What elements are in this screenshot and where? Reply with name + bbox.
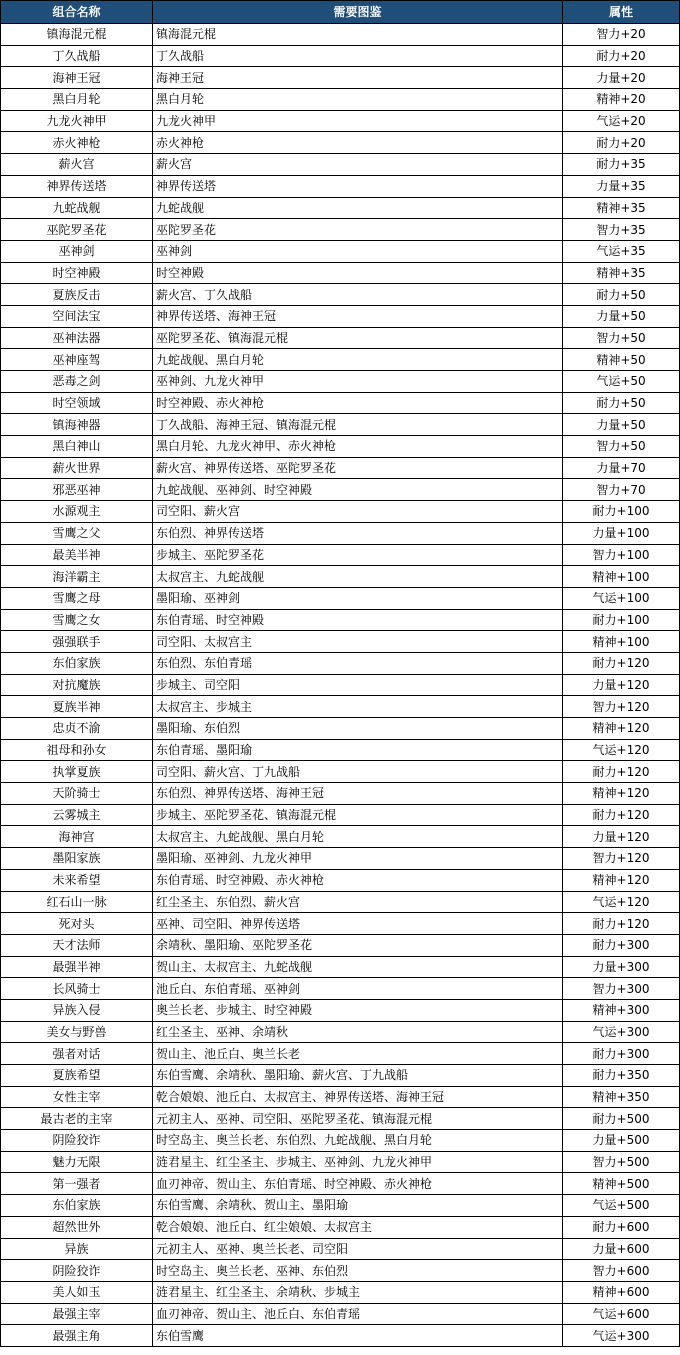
table-row xyxy=(1,826,680,848)
combo-name-cell: 时空领域 xyxy=(1,392,153,414)
required-cards-cell: 巫陀罗圣花 xyxy=(153,219,563,241)
attribute-cell: 精神+100 xyxy=(563,566,680,588)
combo-name-cell: 雪鹰之母 xyxy=(1,587,153,609)
combo-name-cell: 黑白月轮 xyxy=(1,89,153,111)
required-cards-cell: 时空岛主、奥兰长老、巫神、东伯烈 xyxy=(153,1260,563,1282)
combo-name-cell: 巫神法器 xyxy=(1,327,153,349)
combo-name-cell: 墨阳家族 xyxy=(1,848,153,870)
table-row xyxy=(1,284,680,306)
attribute-cell: 智力+50 xyxy=(563,436,680,458)
required-cards-cell: 涟君星主、红尘圣主、步城主、巫神剑、九龙火神甲 xyxy=(153,1151,563,1173)
combo-name-cell: 黑白神山 xyxy=(1,436,153,458)
table-row xyxy=(1,1108,680,1130)
required-cards-cell: 血刃神帝、贺山主、池丘白、东伯青瑶 xyxy=(153,1303,563,1325)
attribute-cell: 智力+500 xyxy=(563,1151,680,1173)
combo-name-cell: 阴险狡诈 xyxy=(1,1260,153,1282)
required-cards-cell: 墨阳瑜、巫神剑、九龙火神甲 xyxy=(153,848,563,870)
required-cards-cell: 太叔宫主、步城主 xyxy=(153,696,563,718)
attribute-cell: 耐力+20 xyxy=(563,45,680,67)
table-row xyxy=(1,1281,680,1303)
table-row xyxy=(1,674,680,696)
required-cards-cell: 墨阳瑜、东伯烈 xyxy=(153,718,563,740)
table-row xyxy=(1,197,680,219)
required-cards-cell: 九蛇战舰、黑白月轮 xyxy=(153,349,563,371)
required-cards-cell: 黑白月轮 xyxy=(153,89,563,111)
attribute-cell: 耐力+500 xyxy=(563,1108,680,1130)
table-row xyxy=(1,219,680,241)
table-row xyxy=(1,891,680,913)
table-header-row xyxy=(1,1,680,24)
table-row xyxy=(1,978,680,1000)
table-row xyxy=(1,349,680,371)
required-cards-cell: 东伯青瑶、墨阳瑜 xyxy=(153,739,563,761)
combo-name-cell: 最古老的主宰 xyxy=(1,1108,153,1130)
required-cards-cell: 贺山主、池丘白、奥兰长老 xyxy=(153,1043,563,1065)
attribute-cell: 精神+120 xyxy=(563,718,680,740)
table-row xyxy=(1,1238,680,1260)
combo-name-cell: 第一强者 xyxy=(1,1173,153,1195)
required-cards-cell: 东伯烈、东伯青瑶 xyxy=(153,652,563,674)
combo-name-cell: 恶毒之剑 xyxy=(1,371,153,393)
combo-name-cell: 丁久战船 xyxy=(1,45,153,67)
required-cards-cell: 薪火宫、神界传送塔、巫陀罗圣花 xyxy=(153,457,563,479)
attribute-cell: 精神+120 xyxy=(563,869,680,891)
required-cards-cell: 太叔宫主、九蛇战舰、黑白月轮 xyxy=(153,826,563,848)
required-cards-cell: 东伯烈、神界传送塔、海神王冠 xyxy=(153,783,563,805)
table-row xyxy=(1,544,680,566)
attribute-cell: 精神+35 xyxy=(563,262,680,284)
required-cards-cell: 东伯雪鹰 xyxy=(153,1325,563,1347)
combo-name-cell: 时空神殿 xyxy=(1,262,153,284)
required-cards-cell: 墨阳瑜、巫神剑 xyxy=(153,587,563,609)
combo-name-cell: 天才法师 xyxy=(1,934,153,956)
attribute-cell: 精神+300 xyxy=(563,999,680,1021)
combo-name-cell: 九蛇战舰 xyxy=(1,197,153,219)
table-row xyxy=(1,240,680,262)
required-cards-cell: 巫神剑、九龙火神甲 xyxy=(153,371,563,393)
table-row xyxy=(1,956,680,978)
required-cards-cell: 司空阳、太叔宫主 xyxy=(153,631,563,653)
table-row xyxy=(1,718,680,740)
required-cards-cell: 丁久战船 xyxy=(153,45,563,67)
header-combo-name: 组合名称 xyxy=(1,1,153,24)
table-row xyxy=(1,1151,680,1173)
attribute-cell: 气运+600 xyxy=(563,1303,680,1325)
required-cards-cell: 步城主、巫陀罗圣花 xyxy=(153,544,563,566)
attribute-cell: 智力+70 xyxy=(563,479,680,501)
combo-name-cell: 海洋霸主 xyxy=(1,566,153,588)
required-cards-cell: 黑白月轮、九龙火神甲、赤火神枪 xyxy=(153,436,563,458)
table-row xyxy=(1,436,680,458)
combo-name-cell: 长风骑士 xyxy=(1,978,153,1000)
table-row xyxy=(1,739,680,761)
combo-name-cell: 薪火世界 xyxy=(1,457,153,479)
combo-name-cell: 水源观主 xyxy=(1,501,153,523)
attribute-cell: 智力+120 xyxy=(563,848,680,870)
attribute-cell: 智力+300 xyxy=(563,978,680,1000)
header-required-cards: 需要图鉴 xyxy=(153,1,563,24)
required-cards-cell: 东伯烈、神界传送塔 xyxy=(153,522,563,544)
table-row xyxy=(1,1260,680,1282)
required-cards-cell: 九蛇战舰 xyxy=(153,197,563,219)
combo-name-cell: 空间法宝 xyxy=(1,305,153,327)
required-cards-cell: 司空阳、薪火宫、丁九战船 xyxy=(153,761,563,783)
combo-name-cell: 异族 xyxy=(1,1238,153,1260)
required-cards-cell: 薪火宫 xyxy=(153,154,563,176)
table-row xyxy=(1,522,680,544)
required-cards-cell: 乾合娘娘、池丘白、红尘娘娘、太叔宫主 xyxy=(153,1216,563,1238)
required-cards-cell: 奥兰长老、步城主、时空神殿 xyxy=(153,999,563,1021)
attribute-cell: 耐力+100 xyxy=(563,609,680,631)
table-row xyxy=(1,327,680,349)
combo-name-cell: 死对头 xyxy=(1,913,153,935)
required-cards-cell: 涟君星主、红尘圣主、余靖秋、步城主 xyxy=(153,1281,563,1303)
required-cards-cell: 余靖秋、墨阳瑜、巫陀罗圣花 xyxy=(153,934,563,956)
table-row xyxy=(1,392,680,414)
attribute-cell: 耐力+600 xyxy=(563,1216,680,1238)
attribute-cell: 智力+20 xyxy=(563,24,680,46)
required-cards-cell: 东伯雪鹰、余靖秋、墨阳瑜、薪火宫、丁九战船 xyxy=(153,1065,563,1087)
combo-name-cell: 云雾城主 xyxy=(1,804,153,826)
attribute-cell: 耐力+100 xyxy=(563,501,680,523)
combo-name-cell: 神界传送塔 xyxy=(1,175,153,197)
table-row xyxy=(1,631,680,653)
attribute-cell: 精神+35 xyxy=(563,197,680,219)
required-cards-cell: 步城主、司空阳 xyxy=(153,674,563,696)
table-row xyxy=(1,1303,680,1325)
header-attribute: 属性 xyxy=(563,1,680,24)
table-row xyxy=(1,609,680,631)
attribute-cell: 耐力+120 xyxy=(563,652,680,674)
table-row xyxy=(1,1021,680,1043)
attribute-cell: 气运+300 xyxy=(563,1325,680,1347)
attribute-cell: 智力+100 xyxy=(563,544,680,566)
combo-name-cell: 红石山一脉 xyxy=(1,891,153,913)
table-row xyxy=(1,305,680,327)
table-row xyxy=(1,175,680,197)
combo-name-cell: 海神宫 xyxy=(1,826,153,848)
combo-name-cell: 阴险狡诈 xyxy=(1,1130,153,1152)
combo-name-cell: 雪鹰之父 xyxy=(1,522,153,544)
attribute-cell: 耐力+50 xyxy=(563,284,680,306)
attribute-cell: 耐力+120 xyxy=(563,804,680,826)
required-cards-cell: 巫陀罗圣花、镇海混元棍 xyxy=(153,327,563,349)
attribute-cell: 精神+350 xyxy=(563,1086,680,1108)
required-cards-cell: 时空岛主、奥兰长老、东伯烈、九蛇战舰、黑白月轮 xyxy=(153,1130,563,1152)
attribute-cell: 精神+20 xyxy=(563,89,680,111)
attribute-cell: 气运+120 xyxy=(563,739,680,761)
table-row xyxy=(1,1325,680,1347)
required-cards-cell: 时空神殿、赤火神枪 xyxy=(153,392,563,414)
table-row xyxy=(1,783,680,805)
table-row xyxy=(1,132,680,154)
table-row xyxy=(1,804,680,826)
table-row xyxy=(1,1195,680,1217)
combo-name-cell: 巫神座驾 xyxy=(1,349,153,371)
attribute-cell: 力量+100 xyxy=(563,522,680,544)
combo-name-cell: 忠贞不渝 xyxy=(1,718,153,740)
combo-name-cell: 最强半神 xyxy=(1,956,153,978)
combo-name-cell: 执掌夏族 xyxy=(1,761,153,783)
table-row xyxy=(1,1043,680,1065)
table-row xyxy=(1,67,680,89)
required-cards-cell: 巫神剑 xyxy=(153,240,563,262)
combo-name-cell: 未来希望 xyxy=(1,869,153,891)
table-row xyxy=(1,696,680,718)
attribute-cell: 耐力+120 xyxy=(563,761,680,783)
attribute-cell: 耐力+350 xyxy=(563,1065,680,1087)
combo-name-cell: 东伯家族 xyxy=(1,652,153,674)
table-row xyxy=(1,479,680,501)
table-row xyxy=(1,761,680,783)
table-row xyxy=(1,154,680,176)
attribute-cell: 气运+50 xyxy=(563,371,680,393)
combo-name-cell: 强者对话 xyxy=(1,1043,153,1065)
attribute-cell: 力量+70 xyxy=(563,457,680,479)
required-cards-cell: 九龙火神甲 xyxy=(153,110,563,132)
table-row xyxy=(1,1173,680,1195)
combo-name-cell: 最美半神 xyxy=(1,544,153,566)
combo-name-cell: 巫陀罗圣花 xyxy=(1,219,153,241)
table-row xyxy=(1,587,680,609)
attribute-cell: 精神+120 xyxy=(563,783,680,805)
attribute-cell: 精神+600 xyxy=(563,1281,680,1303)
table-row xyxy=(1,262,680,284)
combo-name-cell: 巫神剑 xyxy=(1,240,153,262)
attribute-cell: 气运+20 xyxy=(563,110,680,132)
attribute-cell: 耐力+50 xyxy=(563,392,680,414)
required-cards-cell: 步城主、巫陀罗圣花、镇海混元棍 xyxy=(153,804,563,826)
required-cards-cell: 九蛇战舰、巫神剑、时空神殿 xyxy=(153,479,563,501)
attribute-cell: 耐力+300 xyxy=(563,1043,680,1065)
attribute-cell: 力量+500 xyxy=(563,1130,680,1152)
attribute-cell: 力量+35 xyxy=(563,175,680,197)
combo-name-cell: 最强主角 xyxy=(1,1325,153,1347)
attribute-cell: 气运+120 xyxy=(563,891,680,913)
required-cards-cell: 神界传送塔 xyxy=(153,175,563,197)
table-row xyxy=(1,501,680,523)
required-cards-cell: 镇海混元棍 xyxy=(153,24,563,46)
combo-name-cell: 天阶骑士 xyxy=(1,783,153,805)
table-row xyxy=(1,24,680,46)
combo-name-cell: 夏族反击 xyxy=(1,284,153,306)
attribute-cell: 力量+300 xyxy=(563,956,680,978)
required-cards-cell: 红尘圣主、东伯烈、薪火宫 xyxy=(153,891,563,913)
combo-name-cell: 祖母和孙女 xyxy=(1,739,153,761)
table-body xyxy=(1,24,680,1347)
table-row xyxy=(1,45,680,67)
table-row xyxy=(1,110,680,132)
table-row xyxy=(1,89,680,111)
attribute-cell: 智力+35 xyxy=(563,219,680,241)
required-cards-cell: 海神王冠 xyxy=(153,67,563,89)
combo-name-cell: 九龙火神甲 xyxy=(1,110,153,132)
combo-name-cell: 最强主宰 xyxy=(1,1303,153,1325)
table-row xyxy=(1,913,680,935)
attribute-cell: 精神+100 xyxy=(563,631,680,653)
attribute-cell: 气运+35 xyxy=(563,240,680,262)
combo-name-cell: 镇海神器 xyxy=(1,414,153,436)
required-cards-cell: 元初主人、巫神、司空阳、巫陀罗圣花、镇海混元棍 xyxy=(153,1108,563,1130)
attribute-cell: 耐力+300 xyxy=(563,934,680,956)
required-cards-cell: 薪火宫、丁久战船 xyxy=(153,284,563,306)
attribute-cell: 耐力+20 xyxy=(563,132,680,154)
attribute-cell: 精神+500 xyxy=(563,1173,680,1195)
attribute-cell: 智力+50 xyxy=(563,327,680,349)
required-cards-cell: 贺山主、太叔宫主、九蛇战舰 xyxy=(153,956,563,978)
attribute-cell: 力量+50 xyxy=(563,414,680,436)
combo-name-cell: 美人如玉 xyxy=(1,1281,153,1303)
combo-name-cell: 强强联手 xyxy=(1,631,153,653)
required-cards-cell: 司空阳、薪火宫 xyxy=(153,501,563,523)
combo-name-cell: 异族入侵 xyxy=(1,999,153,1021)
required-cards-cell: 太叔宫主、九蛇战舰 xyxy=(153,566,563,588)
attribute-cell: 力量+50 xyxy=(563,305,680,327)
attribute-cell: 精神+50 xyxy=(563,349,680,371)
combo-name-cell: 魅力无限 xyxy=(1,1151,153,1173)
table-row xyxy=(1,934,680,956)
combo-name-cell: 夏族希望 xyxy=(1,1065,153,1087)
table-row xyxy=(1,566,680,588)
required-cards-cell: 血刃神帝、贺山主、东伯青瑶、时空神殿、赤火神枪 xyxy=(153,1173,563,1195)
required-cards-cell: 时空神殿 xyxy=(153,262,563,284)
required-cards-cell: 丁久战船、海神王冠、镇海混元棍 xyxy=(153,414,563,436)
attribute-cell: 智力+600 xyxy=(563,1260,680,1282)
required-cards-cell: 乾合娘娘、池丘白、太叔宫主、神界传送塔、海神王冠 xyxy=(153,1086,563,1108)
required-cards-cell: 巫神、司空阳、神界传送塔 xyxy=(153,913,563,935)
required-cards-cell: 池丘白、东伯青瑶、巫神剑 xyxy=(153,978,563,1000)
attribute-cell: 力量+600 xyxy=(563,1238,680,1260)
table-row xyxy=(1,1216,680,1238)
combo-name-cell: 对抗魔族 xyxy=(1,674,153,696)
table-row xyxy=(1,1130,680,1152)
combo-name-cell: 海神王冠 xyxy=(1,67,153,89)
combo-name-cell: 超然世外 xyxy=(1,1216,153,1238)
required-cards-cell: 东伯青瑶、时空神殿、赤火神枪 xyxy=(153,869,563,891)
combo-name-cell: 夏族半神 xyxy=(1,696,153,718)
table-row xyxy=(1,848,680,870)
attribute-cell: 耐力+120 xyxy=(563,913,680,935)
table-row xyxy=(1,1065,680,1087)
attribute-cell: 耐力+35 xyxy=(563,154,680,176)
combo-name-cell: 邪恶巫神 xyxy=(1,479,153,501)
required-cards-cell: 神界传送塔、海神王冠 xyxy=(153,305,563,327)
combo-name-cell: 东伯家族 xyxy=(1,1195,153,1217)
combo-name-cell: 女性主宰 xyxy=(1,1086,153,1108)
attribute-cell: 力量+20 xyxy=(563,67,680,89)
required-cards-cell: 元初主人、巫神、奥兰长老、司空阳 xyxy=(153,1238,563,1260)
combo-name-cell: 镇海混元棍 xyxy=(1,24,153,46)
combo-name-cell: 雪鹰之女 xyxy=(1,609,153,631)
required-cards-cell: 东伯雪鹰、余靖秋、贺山主、墨阳瑜 xyxy=(153,1195,563,1217)
table-row xyxy=(1,457,680,479)
attribute-cell: 力量+120 xyxy=(563,826,680,848)
table-row xyxy=(1,999,680,1021)
combo-name-cell: 赤火神枪 xyxy=(1,132,153,154)
required-cards-cell: 赤火神枪 xyxy=(153,132,563,154)
attribute-cell: 力量+120 xyxy=(563,674,680,696)
attribute-cell: 气运+300 xyxy=(563,1021,680,1043)
required-cards-cell: 红尘圣主、巫神、余靖秋 xyxy=(153,1021,563,1043)
combo-name-cell: 薪火宫 xyxy=(1,154,153,176)
attribute-cell: 气运+100 xyxy=(563,587,680,609)
table-row xyxy=(1,652,680,674)
table-row xyxy=(1,869,680,891)
required-cards-cell: 东伯青瑶、时空神殿 xyxy=(153,609,563,631)
table-row xyxy=(1,1086,680,1108)
combo-name-cell: 美女与野兽 xyxy=(1,1021,153,1043)
attribute-cell: 智力+120 xyxy=(563,696,680,718)
attribute-cell: 气运+500 xyxy=(563,1195,680,1217)
table-row xyxy=(1,414,680,436)
table-row xyxy=(1,371,680,393)
